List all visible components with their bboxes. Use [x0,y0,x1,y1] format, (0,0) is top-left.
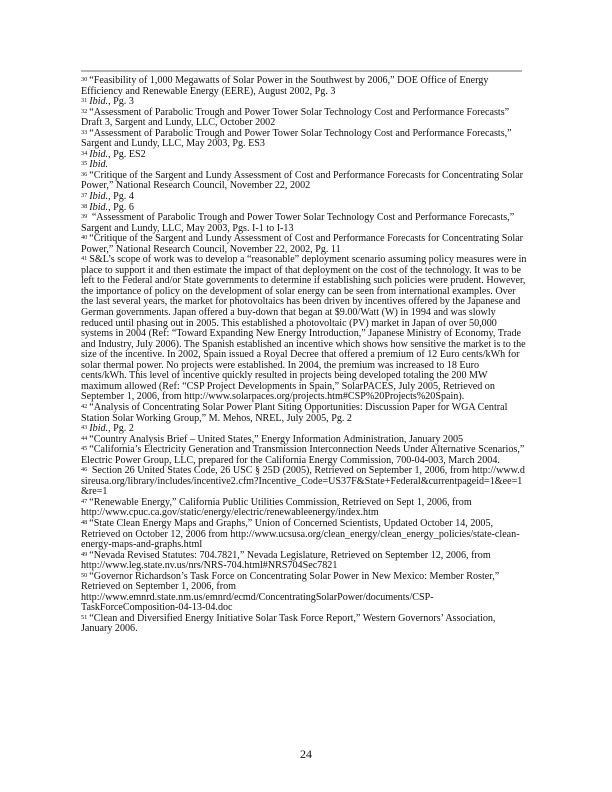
footnote-40 [81,234,527,255]
footnote-49 [81,551,527,572]
footnote-number: 46 [81,466,88,474]
footnote-48 [81,519,527,551]
footnote-text: , Pg. 3 [108,96,134,108]
footnote-41 [81,255,527,403]
footnote-number: 38 [81,202,88,210]
footnote-number: 35 [81,160,88,168]
footnote-text: Section 26 United States Code, 26 USC § 25D (2005), Retrieved on September 1, 2006, from http://www.dsireusa.org/library/includes/incentive2.cfm?Incentive_Code=US37F&State+Federal&currentpageid=1&ee=1&re=1 [81,465,525,498]
footnote-number: 41 [81,255,88,263]
footnote-36 [81,171,527,192]
footnote-text: S&L’s scope of work was to develop a “reasonable” deployment scenario assuming policy measures were in place to support it and then estimate the impact of that deployment on the cost of the technology. It was to be left to the Federal and/or State governments to determine if establishing such policies were prudent. However, the importance of policy on the development of solar energy can be seen from international examples. Over the last several years, the market for photovoltaics has been driven by incentives offered by the Japanese and German governments. Japan offered a buy-down that began at $9.00/Watt (W) in 1994 and was slowly reduced until phasing out in 2005. This established a photovoltaic (PV) market in Japan of over 50,000 systems in 2004 (Ref: “Toward Expanding New Energy Introduction,” Japanese Ministry of Economy, Trade and Industry, July 2006). The Spanish established an incentive which shows how sensitive the market is to the size of the incentive. In 2002, Spain issued a Royal Decree that offered a premium of 12 Euro cents/kWh for solar thermal power. No projects were established. In 2004, the premium was increased to 18 Euro cents/kWh. This level of incentive quickly resulted in projects being developed totaling the 200 MW maximum allowed (Ref: “CSP Project Developments in Spain,” SolarPACES, July 2005, Retrieved on September 1, 2006, from http://www.solarpaces.org/projects.htm#CSP%20Projects%20Spain). [81,254,527,403]
footnote-39 [81,213,527,234]
footnote-50 [81,572,527,614]
ibid-label: Ibid. [89,201,109,213]
ibid-label: Ibid. [89,159,109,171]
footnote-number: 40 [81,234,88,242]
footnote-text: “Assessment of Parabolic Trough and Power Tower Solar Technology Cost and Performance Forecasts,” Sargent and Lundy, LLC, May 2003, Pg. ES3 [81,127,512,150]
footnote-45 [81,445,527,466]
footnote-number: 48 [81,518,88,526]
footnote-text: “Critique of the Sargent and Lundy Assessment of Cost and Performance Forecasts for Concentrating Solar Power,” National Research Council, November 22, 2002, Pg. 11 [81,233,524,255]
footnote-42 [81,403,527,424]
footnote-number: 37 [81,192,88,200]
footnote-number: 42 [81,402,88,410]
footnote-number: 30 [81,76,88,83]
footnote-text: , Pg. 6 [108,201,134,213]
footnote-number: 44 [81,434,88,442]
footnote-37 [81,192,527,203]
footnote-number: 33 [81,128,88,136]
footnote-30 [81,76,527,97]
footnote-51 [81,614,527,635]
footnote-text: “Clean and Diversified Energy Initiative Solar Task Force Report,” Western Governors’ Association, January 2006. [81,612,496,635]
footnote-number: 32 [81,107,88,115]
footnote-text: “Renewable Energy,” California Public Utilities Commission, Retrieved on Sept 1, 2006, from http://www.cpuc.ca.gov/static/energy/electric/renewableenergy/index.htm [81,496,472,519]
footnote-33 [81,129,527,150]
footnote-text: “Analysis of Concentrating Solar Power Plant Siting Opportunities: Discussion Paper for WGA Central Station Solar Working Group,” M. Mehos, NREL, July 2005, Pg. 2 [81,401,508,424]
footnote-text: “Nevada Revised Statutes: 704.7821,” Nevada Legislature, Retrieved on September 12, 2006, from http://www.leg.state.nv.us/nrs/NRS-704.html#NRS704Sec7821 [81,549,491,572]
footnote-text: “Critique of the Sargent and Lundy Assessment of Cost and Performance Forecasts for Concentrating Solar Power,” National Research Council, November 22, 2002 [81,169,524,192]
footnote-number: 43 [81,424,88,432]
ibid-label: Ibid. [89,423,109,435]
footnote-number: 47 [81,497,88,505]
footnote-number: 49 [81,550,88,558]
footnote-34 [81,150,527,161]
footnote-text: “Feasibility of 1,000 Megawatts of Solar Power in the Southwest by 2006,” DOE Office of Energy Efficiency and Renewable Energy (EERE), August 2002, Pg. 3 [81,75,489,97]
footnote-number: 31 [81,97,88,105]
footnote-text: “California’s Electricity Generation and Transmission Interconnection Needs Under Alternative Scenarios,” Electric Power Group, LLC, prepared for the California Energy Commission, 700-04-003, March 2004. [81,444,525,466]
footnote-number: 36 [81,170,88,178]
footnote-number: 50 [81,571,88,579]
footnote-number: 39 [81,213,88,221]
footnote-number: 34 [81,149,88,157]
footnote-number: 51 [81,613,88,621]
footnote-46 [81,466,527,498]
ibid-label: Ibid. [89,191,109,203]
footnote-text: “Assessment of Parabolic Trough and Power Tower Solar Technology Cost and Performance Forecasts,” Sargent and Lundy, LLC, May 2003, Pgs. I-1 to I-13 [81,212,515,234]
footnote-32 [81,108,527,129]
footnote-number: 45 [81,445,88,453]
footnote-text: “Governor Richardson’s Task Force on Concentrating Solar Power in New Mexico: Member Roster,” Retrieved on September 1, 2006, from http://www.emnrd.state.nm.us/emnrd/ecmd/ConcentratingSolarPower/documents/CSP-TaskForceComposition-04-13-04.doc [81,570,500,614]
footnote-text: , Pg. 4 [108,191,134,203]
ibid-label: Ibid. [89,148,109,160]
footnote-text: “Assessment of Parabolic Trough and Power Tower Solar Technology Cost and Performance Forecasts” Draft 3, Sargent and Lundy, LLC, October 2002 [81,106,510,129]
footnote-text: “Country Analysis Brief – United States,” Energy Information Administration, January 2005 [89,433,464,445]
footnote-text: “State Clean Energy Maps and Graphs,” Union of Concerned Scientists, Updated October 14, 2005, Retrieved on October 12, 2006 from http://www.ucsusa.org/clean_energy/clean_energy_policies/state-clean-energy-maps-and-graphs.html [81,517,520,551]
page-number: 24 [300,747,312,761]
footnote-text: , Pg. 2 [108,423,134,435]
ibid-label: Ibid. [89,96,109,108]
footnote-text: , Pg. ES2 [108,148,146,160]
footnotes-list [81,76,527,635]
footnote-47 [81,498,527,519]
footnote-separator-rule [81,70,522,72]
